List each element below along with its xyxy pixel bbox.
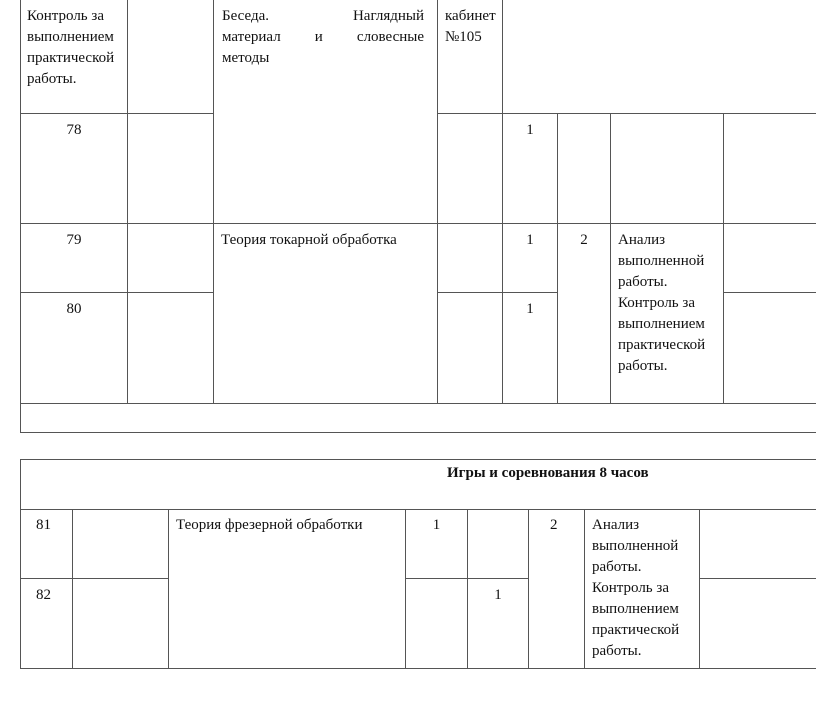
- week-cell: 2: [550, 517, 558, 533]
- table-rule: [610, 113, 611, 403]
- row-number: 82: [36, 587, 51, 603]
- row-number: 80: [66, 301, 82, 317]
- table-rule: [502, 0, 503, 403]
- method-cell-line-3: методы: [222, 50, 270, 66]
- table-rule: [20, 509, 816, 510]
- table-rule: [437, 0, 438, 403]
- table-rule: [503, 113, 816, 114]
- table-rule: [20, 432, 816, 433]
- method-cell-line-2: материал и словесные: [222, 29, 424, 45]
- row-number: 79: [66, 232, 82, 248]
- form-of-control-cell: Анализ выполненной работы. Контроль за выполнением практической работы.: [592, 517, 680, 659]
- table-rule: [168, 509, 169, 669]
- room-cell-line-2: №105: [445, 29, 482, 45]
- table-rule: [528, 509, 529, 669]
- table-rule: [723, 113, 724, 403]
- method-cell-line-1: Беседа. Наглядный: [222, 8, 424, 24]
- table-rule: [127, 0, 128, 403]
- table-rule: [699, 578, 816, 579]
- table-rule: [437, 113, 503, 114]
- table-rule: [723, 292, 816, 293]
- table-rule: [584, 509, 585, 669]
- table-rule: [557, 113, 558, 403]
- hours-cell: 1: [526, 301, 534, 317]
- hours-cell: 1: [526, 232, 534, 248]
- table-rule: [20, 0, 21, 433]
- form-of-control-cell: Контроль за выполнением практической работы.: [27, 8, 115, 87]
- table-rule: [437, 292, 557, 293]
- room-cell-line-1: кабинет: [445, 8, 496, 24]
- hours-cell: 1: [432, 517, 441, 533]
- table-rule: [20, 459, 21, 669]
- week-cell: 2: [580, 232, 588, 248]
- table-rule: [20, 403, 816, 404]
- topic-cell: Теория фрезерной обработки: [176, 517, 363, 533]
- table-rule: [72, 509, 73, 669]
- table-rule: [20, 113, 213, 114]
- topic-cell: Теория токарной обработка: [221, 232, 397, 248]
- hours-cell: 1: [526, 122, 534, 138]
- table-rule: [20, 578, 168, 579]
- row-number: 81: [36, 517, 51, 533]
- table-rule: [20, 668, 816, 669]
- table-rule: [20, 223, 816, 224]
- form-of-control-cell: Анализ выполненной работы. Контроль за выполнением практической работы.: [618, 232, 706, 374]
- row-number: 78: [66, 122, 82, 138]
- hours-cell: 1: [494, 587, 502, 603]
- table-rule: [699, 509, 700, 669]
- table-rule: [213, 0, 214, 403]
- table-rule: [20, 292, 213, 293]
- section-heading: Игры и соревнования 8 часов: [447, 465, 649, 481]
- table-rule: [20, 459, 816, 460]
